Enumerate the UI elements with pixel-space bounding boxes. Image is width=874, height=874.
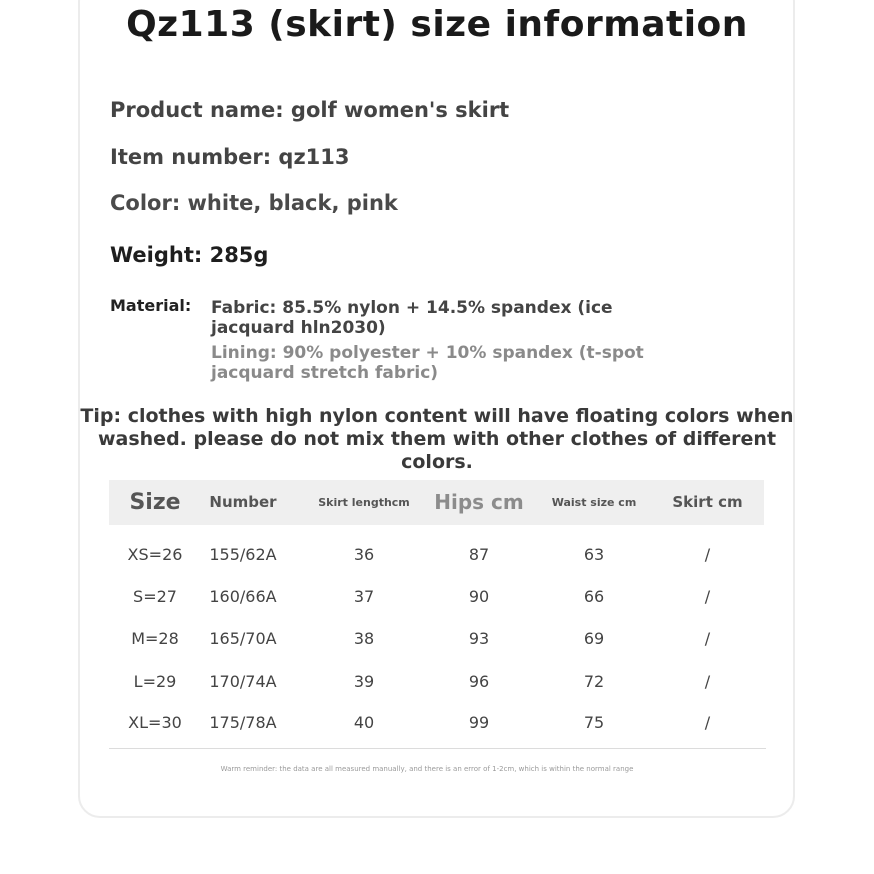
- cell-waist: 63: [583, 545, 605, 564]
- cell-size: S=27: [133, 587, 177, 606]
- cell-skirt-length: 37: [353, 587, 375, 606]
- cell-waist: 69: [583, 629, 605, 648]
- material-fabric: [211, 298, 661, 338]
- header-size: Size: [129, 490, 181, 515]
- size-table: [109, 480, 764, 732]
- table-bottom-divider: [109, 748, 766, 749]
- cell-waist: 75: [583, 713, 605, 732]
- material-fabric-line1: Fabric: 85.5% nylon + 14.5% spandex (ice: [211, 298, 613, 318]
- cell-skirt: /: [704, 587, 711, 606]
- cell-number: 170/74A: [209, 672, 277, 691]
- cell-skirt: /: [704, 629, 711, 648]
- cell-skirt: /: [704, 713, 711, 732]
- table-row: [109, 629, 764, 653]
- page-title: Qz113 (skirt) size information: [126, 4, 748, 45]
- cell-number: 155/62A: [209, 545, 277, 564]
- cell-hips: 93: [468, 629, 490, 648]
- cell-size: XS=26: [127, 545, 183, 564]
- cell-hips: 99: [468, 713, 490, 732]
- material-label: Material:: [110, 296, 192, 315]
- washing-tip-line2: washed. please do not mix them with other clothes of different colors.: [97, 428, 777, 473]
- cell-hips: 87: [468, 545, 490, 564]
- item-number: Item number: qz113: [110, 145, 350, 169]
- header-waist: Waist size cm: [551, 496, 637, 509]
- cell-skirt-length: 40: [353, 713, 375, 732]
- material-lining-line1: Lining: 90% polyester + 10% spandex (t-spot: [211, 343, 644, 363]
- cell-skirt-length: 39: [353, 672, 375, 691]
- cell-waist: 66: [583, 587, 605, 606]
- cell-hips: 96: [468, 672, 490, 691]
- cell-number: 175/78A: [209, 713, 277, 732]
- header-hips: Hips cm: [434, 490, 524, 514]
- cell-skirt-length: 36: [353, 545, 375, 564]
- header-skirt-length: Skirt lengthcm: [318, 496, 410, 509]
- table-row: [109, 672, 764, 696]
- cell-hips: 90: [468, 587, 490, 606]
- table-row: [109, 587, 764, 611]
- material-fabric-line2: jacquard hln2030): [211, 318, 386, 338]
- cell-skirt: /: [704, 545, 711, 564]
- cell-size: XL=30: [128, 713, 182, 732]
- cell-number: 160/66A: [209, 587, 277, 606]
- cell-waist: 72: [583, 672, 605, 691]
- size-table-header: [109, 480, 764, 525]
- color-options: Color: white, black, pink: [110, 191, 398, 215]
- measurement-reminder: Warm reminder: the data are all measured manually, and there is an error of 1-2cm, which is within the normal range: [220, 765, 634, 773]
- table-row: [109, 545, 764, 569]
- cell-size: L=29: [133, 672, 177, 691]
- material-lining: [211, 343, 661, 383]
- table-row: [109, 713, 764, 737]
- cell-skirt: /: [704, 672, 711, 691]
- header-number: Number: [209, 493, 277, 511]
- material-lining-line2: jacquard stretch fabric): [211, 363, 439, 383]
- washing-tip: [70, 405, 804, 474]
- header-skirt: Skirt cm: [672, 493, 743, 511]
- cell-number: 165/70A: [209, 629, 277, 648]
- weight: Weight: 285g: [110, 243, 269, 267]
- washing-tip-line1: Tip: clothes with high nylon content will have floating colors when: [80, 405, 794, 427]
- cell-size: M=28: [131, 629, 179, 648]
- cell-skirt-length: 38: [353, 629, 375, 648]
- product-name: Product name: golf women's skirt: [110, 98, 510, 122]
